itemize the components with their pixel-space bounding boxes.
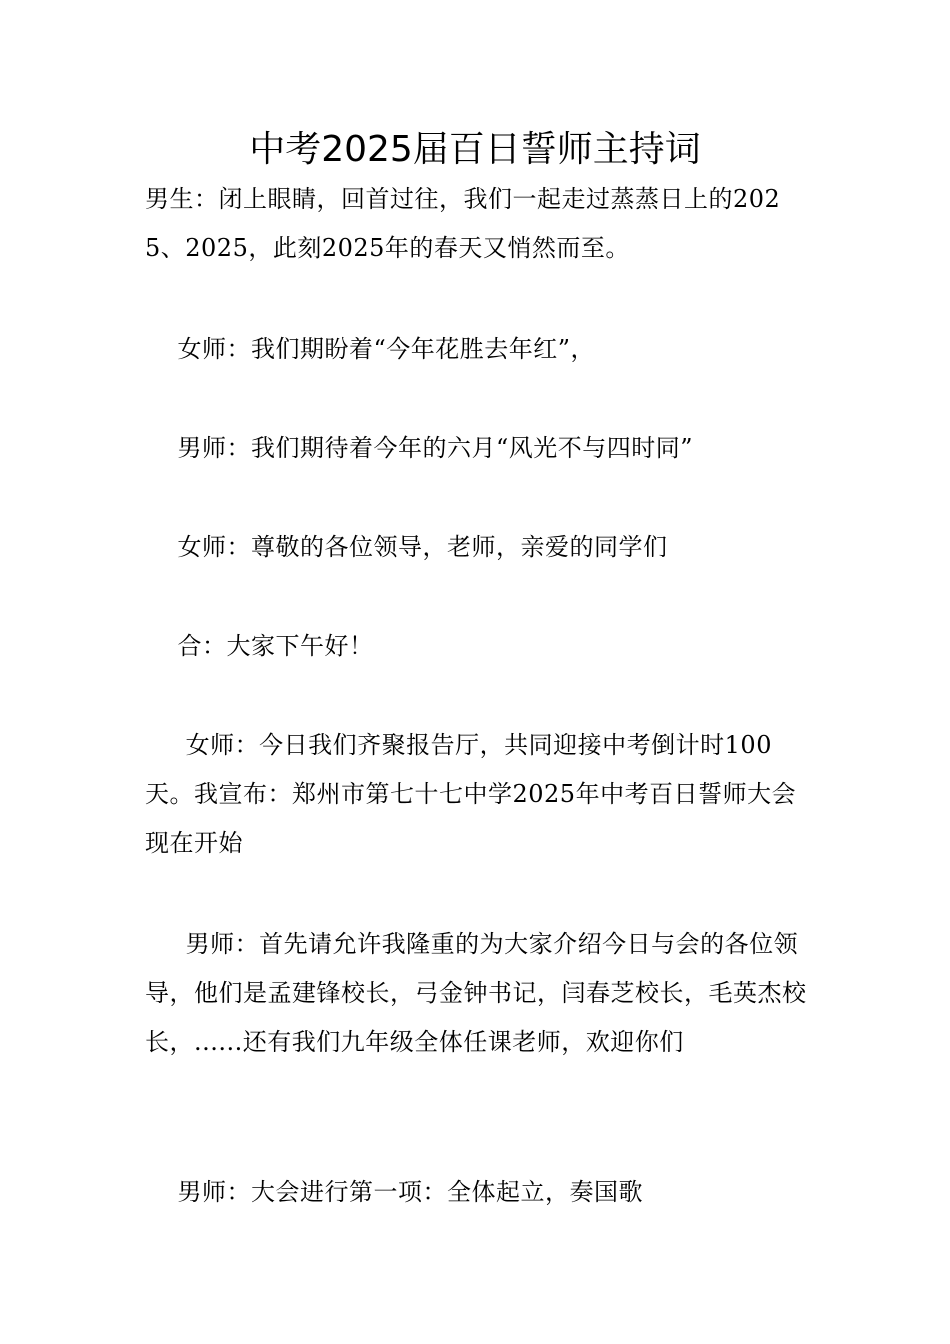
paragraph-male-teacher-3: 男师：大会进行第一项：全体起立，奏国歌 <box>145 1178 644 1206</box>
paragraph-female-teacher-1: 女师：我们期盼着“今年花胜去年红”， <box>145 335 596 363</box>
paragraph-together: 合：大家下午好！ <box>145 632 374 660</box>
paragraph-female-teacher-2: 女师：尊敬的各位领导，老师，亲爱的同学们 <box>145 533 668 561</box>
document-title: 中考2025届百日誓师主持词 <box>249 129 701 170</box>
paragraph-opening: 男生：闭上眼睛，回首过往，我们一起走过蒸蒸日上的2025、2025，此刻2025年的春天又悄然而至。 <box>145 185 781 262</box>
paragraph-male-teacher-1: 男师：我们期待着今年的六月“风光不与四时同” <box>145 434 694 462</box>
paragraph-female-teacher-3: 女师：今日我们齐聚报告厅，共同迎接中考倒计时100天。我宣布：郑州市第七十七中学2025年中考百日誓师大会现在开始 <box>145 731 797 857</box>
paragraph-male-teacher-2: 男师：首先请允许我隆重的为大家介绍今日与会的各位领导，他们是孟建锋校长，弓金钟书记，闫春芝校长，毛英杰校长，......还有我们九年级全体任课老师，欢迎你们 <box>145 930 807 1056</box>
